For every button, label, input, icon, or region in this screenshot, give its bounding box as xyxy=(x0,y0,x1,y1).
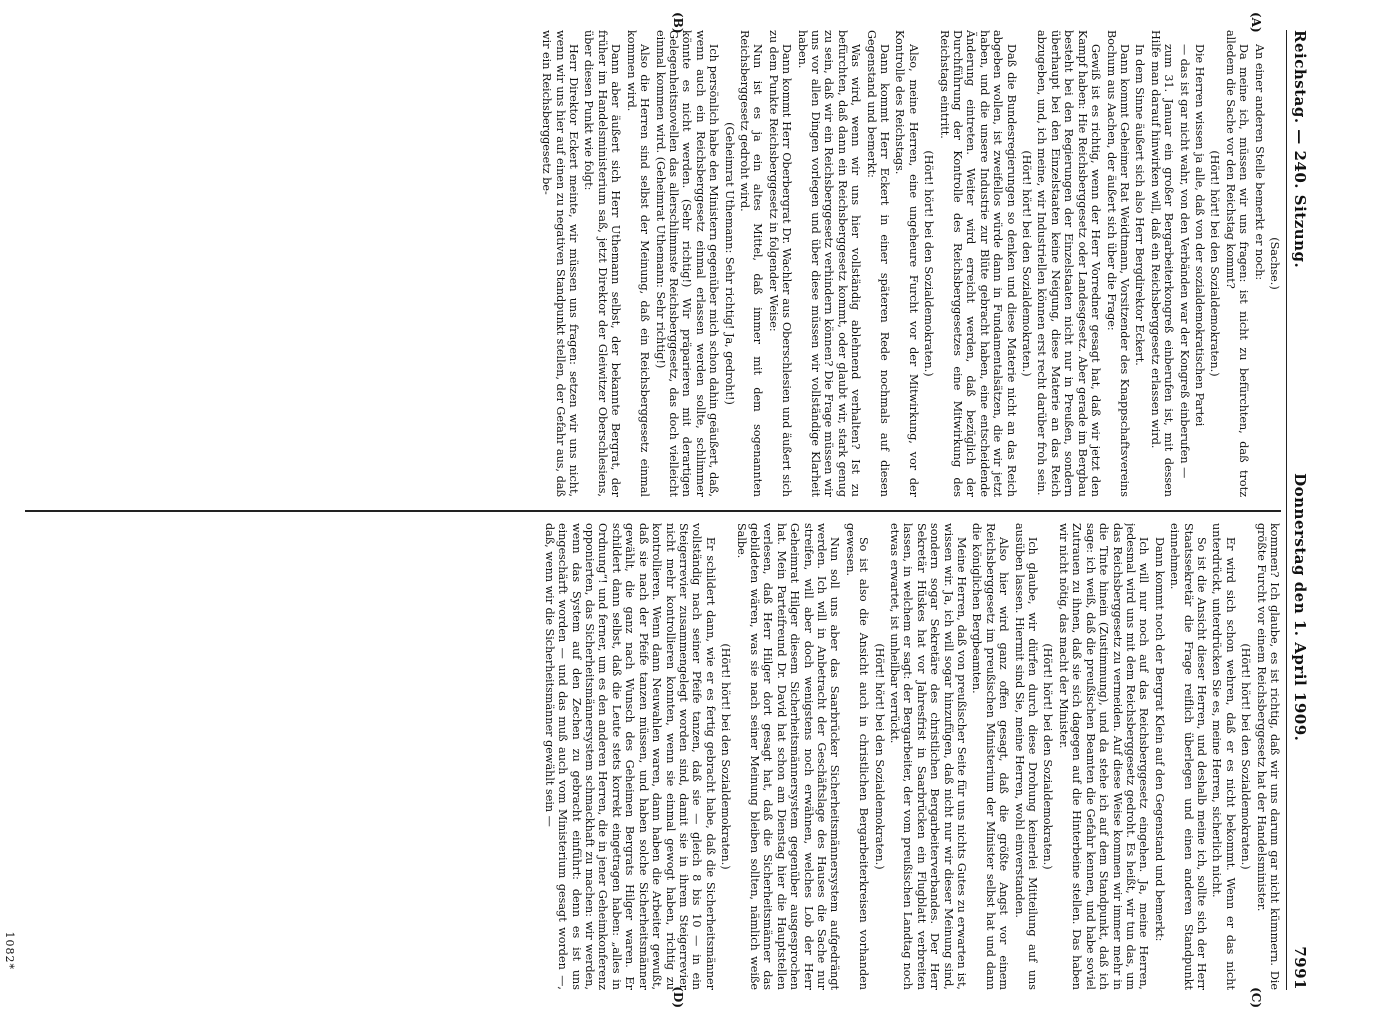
left-column xyxy=(25,30,1281,497)
paragraph: Daß die Bundesregierungen so denken und diese Materie nicht an das Reich abgeben wollen, ist zweifellos würde dann in Fundamentalsätzen, die wir jetzt haben, und die unsere Industrie zur Blüte gebracht haben, eine entscheidende Änderung eintreten. Weiter wird erreicht werden, daß bezüglich der Durchführung der Kontrolle des Reichsberggesetzes eine Mitwirkung des Reichstags eintritt. xyxy=(937,30,1018,497)
document-page xyxy=(0,10,1325,1010)
header-date: Donnerstag den 1. April 1909. xyxy=(1291,473,1309,742)
paragraph: Ich glaube, wir dürfen durch diese Drohung keinerlei Mitteilung auf uns ausüben lassen. Hiermit sind Sie, meine Herren, wohl einverstanden. xyxy=(1012,523,1040,990)
paragraph: Da meine ich, müssen wir uns fragen: ist nicht zu befürchten, daß trotz alledem die Sache vor den Reichstag kommt? xyxy=(1223,30,1251,497)
paragraph: So ist die Ansicht dieser Herren, und deshalb meine ich, sollte sich der Herr Staatssekretär die Frage reiflich überlegen und einen anderen Standpunkt einnehmen. xyxy=(1168,523,1208,990)
paragraph: Die Herren wissen ja alle, daß von der sozialdemokratischen Partei xyxy=(1192,44,1206,427)
header-left: Reichstag. — 240. Sitzung. xyxy=(1291,30,1309,269)
text-columns xyxy=(25,30,1281,990)
right-column xyxy=(25,523,1281,990)
paragraph: Also, meine Herren, eine ungeheure Furcht vor der Mitwirkung, vor der Kontrolle des Reichstags. xyxy=(893,30,920,497)
interjection: (Hört! hört! bei den Sozialdemokraten.) xyxy=(1208,150,1222,377)
paragraph: Was wird, wenn wir uns hier vollständig ablehnend verhalten? Ist zu befürchten, daß dann ein Reichsberggesetz kommt, oder glaubt wir, stark genug zu sein, daß wir ein Reichsberggesetz verhindern können? Die Frage müssen wir uns vor allen Dingen vorlegen und über diese müssen wir vollständige Klarheit haben. xyxy=(795,30,863,497)
margin-mark-d: (D) xyxy=(671,986,685,1008)
paragraph: Gewiß ist es richtig, wenn der Herr Vorredner gesagt hat, daß wir jetzt den Kampf haben: Hie Reichsberggesetz oder Landesgesetz. Aber gerade im Bergbau besteht bei den Regierungen der Einzelstaaten nicht nur in Preußen, sondern überhaupt bei den Einzelstaaten keine Neigung, diese Materie an das Reich abzugeben, und, ich meine, wir Industriellen können erst recht darüber froh sein. xyxy=(1035,30,1103,497)
paragraph: An einer anderen Stelle bemerkt er noch: xyxy=(1252,44,1266,281)
paragraph: Nun soll uns aber das Saarbrücker Sicherheitsmännersystem aufgedrängt werden. Ich will in Anbetracht der Geschäftslage des Hauses die Sache nur streifen, will aber doch wenigstens noch erwähnen, welches Lob der Herr Geheimrat Hilger diesem Sicherheitsmännersystem gegenüber ausgesprochen hat. Mein Parteifreund Dr. David hat schon am Dienstag hier die Hauptstellen verlesen, daß Herr Hilger dort gesagt hat, daß die Sicherheitsmänner das gebildeten wären, was sie nach seiner Meinung bleiben sollten, nämlich weiße Salbe. xyxy=(734,523,842,990)
paragraph: Dann aber äußert sich Herr Uthemann selbst, der bekannte Bergrat, der früher im Handelsministerium saß, jetzt Direktor der Gleiwitzer Oberschlesiens, über diesen Punkt wie folgt: xyxy=(582,30,623,497)
paragraph: — das ist gar nicht wahr, von den Verbänden war der Kongreß einberufen — xyxy=(1177,44,1191,479)
page-number: 7991 xyxy=(1291,946,1309,990)
paragraph: Also die Herren sind selbst der Meinung, daß ein Reichsberggesetz einmal kommen wird. xyxy=(624,30,652,497)
paragraph: Herr Direktor Eckert meinte, wir müssen uns fragen: setzen wir uns nicht, wenn wir uns hier auf einen zu negativen Standpunkt stellen, der Gefahr aus, daß wir ein Reichsberggesetz be- xyxy=(540,30,581,497)
margin-mark-c: (C) xyxy=(1249,987,1263,1008)
interjection: (Geheimrat Uthemann: Sehr richtig! Ja, gedroht!) xyxy=(722,122,736,405)
interjection: (Hört! hört! bei den Sozialdemokraten.) xyxy=(872,643,886,870)
paragraph: Ich persönlich habe den Ministern gegenüber mich schon dahin geäußert, daß, wenn auch ein Reichsberggesetz einmal erlassen werden sollte, schlimmer könnte es nicht werden. (Sehr richtig!) Wir präparieren mit derartigen Gelegenheitsnovellen das allerschlimmste Reichsberggesetz, das doch vielleicht einmal kommen wird. (Geheimrat Uthemann: Sehr richtig!) xyxy=(653,30,721,497)
margin-mark-b: (B) xyxy=(671,12,685,34)
paragraph: In dem Sinne äußert sich also Herr Bergdirektor Eckert. xyxy=(1133,44,1147,366)
interjection: (Hört! hört! bei den Sozialdemokraten.) xyxy=(1041,643,1055,870)
interjection: (Hört! hört! bei den Sozialdemokraten.) xyxy=(922,150,936,377)
interjection: (Hört! hört! bei den Sozialdemokraten.) xyxy=(719,643,733,870)
paragraph: Er schildert dann, wie er es fertig gebracht habe, daß die Sicherheitsmänner vollständig nach seiner Pfeife tanzen, daß sie — gleich 8 bis 10 — in ein Steigerrevier zusammengelegt worden sind, damit sie in ihrem Steigerrevier nicht mehr kontrollieren konnten, wenn sie einmal gewogt haben, richtig zu kontrollieren. Wenn dann Neuwahlen waren, dann haben die Arbeiter gewußt, daß sie nach der Pfeife tanzen müssen, und haben solche Sicherheitsmänner gewählt, die ganz nach Wunsch des Geheimen Bergrats Hilger waren. Er schildert dann selbst, daß die Leute stets korrekt eingetragen haben: „alles in Ordnung“! und ferner, um es den anderen Herren, die in jener Geheimkonferenz opponierten, das Sicherheitsmännersystem schmackhaft zu machen: wir werden, wenn das System auf den Zechen zu gebracht einführt: denn es ist uns eingeschärft worden — und das muß auch vom Ministerium gesagt worden —, daß, wenn wir die Sicherheitsmänner gewählt sein — xyxy=(542,523,717,990)
page-footer: 1082* xyxy=(3,931,16,970)
paragraph: Dann kommt Geheimer Rat Weidtmann, Vorsitzender des Knappschaftsvereins Bochum aus Aachen, der äußert sich über die Frage: xyxy=(1104,30,1131,497)
paragraph: Dann kommt Herr Oberbergrat Dr. Wachler aus Oberschlesien und äußert sich zu dem Punkte Reichsberggesetz in folgender Weise: xyxy=(766,30,794,497)
paragraph: Nun ist es ja ein altes Mittel, daß immer mit dem sogenannten Reichsberggesetz gedroht wird. xyxy=(737,30,765,497)
margin-mark-a: (A) xyxy=(1249,12,1263,33)
paragraph: Er wird sich schon wehren, daß er es nicht bekommt. Wenn er das nicht unterdrückt, unterdrücken Sie es, meine Herren, sicherlich nicht. xyxy=(1210,523,1237,990)
paragraph: kommen? Ich glaube, es ist richtig, daß wir uns darum gar nicht kümmern. Die größte Furcht vor einem Reichsberggesetz hat der Handelsminister. xyxy=(1254,523,1281,990)
interjection: (Sachse.) xyxy=(1268,237,1281,290)
paragraph: zum 31. Januar ein großer Bergarbeiterkongreß einberufen ist, mit dessen Hilfe man darauf hinwirken will, daß ein Reichsberggesetz erlassen wird. xyxy=(1148,30,1176,497)
interjection: (Hört! hört! bei den Sozialdemokraten.) xyxy=(1239,643,1253,870)
paragraph: Meine Herren, daß von preußischer Seite für uns nichts Gutes zu erwarten ist, wissen wir. Ja, ich will sogar hinzufügen, daß nicht nur wir dieser Meinung sind, sondern sogar Sekretäre des christlichen Bergarbeiterverbandes. Der Herr Sekretär Hüskes hat vor Jahresfrist in Saarbrücken ein Flugblatt verbreiten lassen, in welchem er sagt: der Bergarbeiter, der vom preußischen Landtag noch etwas erwartet, ist unheilbar verrückt. xyxy=(888,523,969,990)
paragraph: Dann kommt noch der Bergrat Klein auf den Gegenstand und bemerkt: xyxy=(1152,537,1166,942)
page-header xyxy=(1286,30,1313,990)
paragraph: Also hier wird ganz offen gesagt, daß die größte Angst vor einem Reichsberggesetz im preußischen Ministerium der Minister selbst hat und dann die königlichen Bergbeamten. xyxy=(970,523,1011,990)
paragraph: Ich will nur noch auf das Reichsberggesetz eingehen. Ja, meine Herren, jedesmal wird uns mit dem Reichsberggesetz gedroht. Es heißt, wir tun das, um das Reichsberggesetz zu vermeiden. Auf diese Weise kommen wir immer mehr in die Tinte hinein (Zustimmung), und da stehe ich auf dem Standpunkt, daß ich sage: ich weiß, daß die preußischen Beamten die Gefahr kennen, und habe soviel Zutrauen zu ihnen, daß sie sich dagegen auf die Hinterbeine stellen. Das haben wir nicht nötig, das macht der Minister. xyxy=(1056,523,1151,990)
paragraph: Dann kommt Herr Eckert in einer späteren Rede nochmals auf diesen Gegenstand und bemerkt: xyxy=(864,30,892,497)
paragraph: So ist also die Ansicht auch in christlichen Bergarbeiterkreisen vorhanden gewesen. xyxy=(843,523,871,990)
interjection: (Hört! hört! bei den Sozialdemokraten.) xyxy=(1020,150,1034,377)
